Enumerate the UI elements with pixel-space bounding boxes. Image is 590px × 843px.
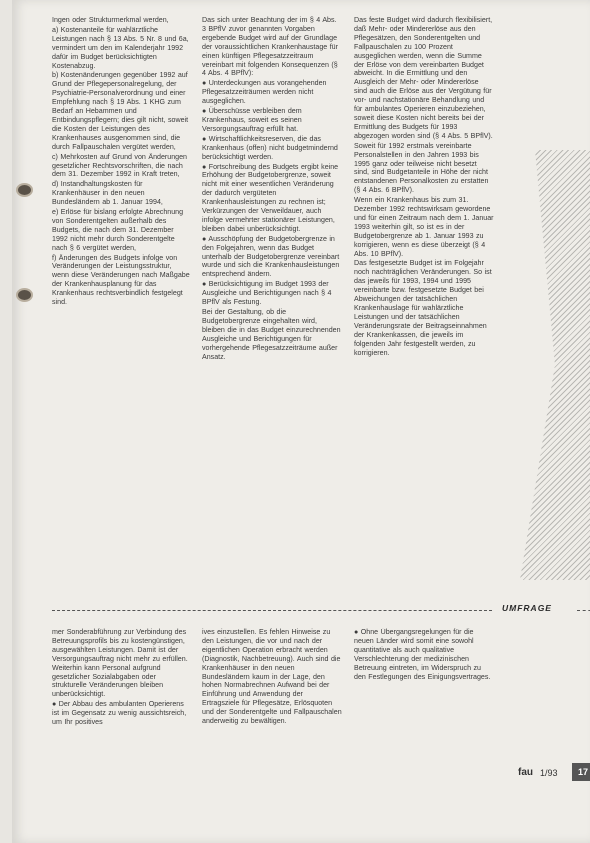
bottom-column-1 [52,628,190,808]
paragraph: ives einzustellen. Es fehlen Hinweise zu den Leistungen, die vor und nach der eigentlichen Operation erbracht werden (Diagnostik, Nachbetreuung). Auch sind die Krankenhäuser in den neuen Bundesländern kaum in der Lage, den hohen Normabrechnen Aufwand bei der Einführung und Anwendung der Ertragsziele für Pflegesätze, Erlösquoten und der Sonderentgelte und Fallpauschalen anderweitig zu bewältigen. [202,628,342,726]
magazine-logo: fau [518,767,533,778]
paragraph: c) Mehrkosten auf Grund von Änderungen gesetzlicher Rechtsvorschriften, die nach dem 31. Dezember 1992 in Kraft treten, [52,152,187,179]
magazine-page [12,0,590,843]
paragraph: d) Instandhaltungskosten für Krankenhäuser in den neuen Bundesländern ab 1. Januar 1994, [52,180,163,207]
paragraph: ● Überschüsse verbleiben dem Krankenhaus, soweit es seinen Versorgungsauftrag erfüllt hat. [202,107,302,133]
paragraph: Wenn ein Krankenhaus bis zum 31. Dezember 1992 rechtswirksam gewordene und für einen Zeitraum nach dem 1. Januar 1993 weiterhin gilt, so ist es in der Budgetobergrenze ab 1. Januar 1993 zu korrigieren, wenn es diese überzeigt (§ 4 Abs. 10 BPflV). [354,196,494,258]
paragraph: ● Fortschreibung des Budgets ergibt keine Erhöhung der Budgetobergrenze, soweit nicht mit einer wesentlichen Veränderung der dadurch vergüteten Krankenhausleistungen zu rechnen ist; Verkürzungen der Verweildauer, auch infolge vermehrter stationärer Leistungen, bleiben dabei unberücksichtigt. [202,162,339,233]
paragraph: Das feste Budget wird dadurch flexibilisiert, daß Mehr- oder Mindererlöse aus den Pflegesätzen, den Sonderentgelten und Fallpauschalen zu 100 Prozent ausgeglichen werden, wenn die Summe der Erlöse von dem vereinbarten Budget abweicht. In die Ermittlung und den Ausgleich der Mehr- oder Mindererlöse sind auch die Erlöse aus der Vergütung für vor- und nachstationäre Behandlung und für ambulantes Operieren einzubeziehen, soweit diese Kosten nicht bereits bei der Ermittlung des Budgets für 1993 abgezogen worden sind (§ 4 Abs. 5 BPflV). [354,16,493,140]
bottom-column-3 [354,628,494,748]
paragraph: a) Kostenanteile für wahlärztliche Leistungen nach § 13 Abs. 5 Nr. 8 und 6a, vermindert um den im Kalenderjahr 1992 dafür im Budget berücksichtigten Kostenabzug. [52,25,189,70]
bottom-column-2 [202,628,342,808]
issue-number: 1/93 [540,768,558,778]
paragraph: Ingen oder Strukturmerkmal werden, [52,16,169,24]
paragraph: Das festgesetzte Budget ist im Folgejahr noch nachträglichen Veränderungen. So ist das jeweils für 1993, 1994 und 1995 vereinbarte bzw. festgesetzte Budget bei Abweichungen der tatsächlichen Krankenhauslage für wahlärztliche Leistungen und der tatsächlichen Veränderungsrate der Beitragseinnahmen der Krankenkassen, die jeweils im folgenden Jahr festgestellt werden, zu korrigieren. [354,259,492,357]
decorative-hatch-graphic [500,150,590,580]
section-divider [52,610,492,611]
paragraph: Das sich unter Beachtung der im § 4 Abs. 3 BPflV zuvor genannten Vorgaben ergebende Budget wird auf der Grundlage der voraussichtlichen Krankenhaustage für einen künftigen Pflegesatzzeitraum vereinbart mit folgenden Konsequenzen (§ 4 Abs. 4 BPflV): [202,16,338,78]
paragraph: ● Wirtschaftlichkeitsreserven, die das Krankenhaus (offen) nicht budgetmindernd berücksichtigt werden. [202,134,338,161]
paragraph: Soweit für 1992 erstmals vereinbarte Personalstellen in den Jahren 1993 bis 1995 ganz oder teilweise nicht besetzt sind, sind Budgetanteile in Höhe der nicht entstandenen Personalkosten zu erstatten (§ 4 Abs. 6 BPflV). [354,141,489,195]
paragraph: e) Erlöse für bislang erfolgte Abrechnung von Sonderentgelten außerhalb des Budgets, die nach dem 31. Dezember 1992 nicht mehr durch Sonderentgelte nach § 6 vergütet werden, [52,208,184,252]
paragraph: mer Sonderabführung zur Verbindung des Betreuungsprofils bis zu kostengünstigen, ausgewählten Leistungen. Damit ist der Versorgungsauftrag nicht mehr zu erfüllen. Weiterhin kann Personal aufgrund gesetzlicher Sozialabgaben oder strukturelle Veränderungen bleiben unberücksichtigt. [52,628,188,699]
paragraph: f) Änderungen des Budgets infolge von Veränderungen der Leistungsstruktur, wenn diese Veränderungen nach Maßgabe der Krankenhausplanung für das Krankenhaus rechtsverbindlich festgelegt sind. [52,253,190,307]
paragraph: ● Unterdeckungen aus vorangehenden Pflegesatzzeiträumen werden nicht ausgeglichen. [202,79,327,106]
paragraph: ● Der Abbau des ambulanten Operierens ist im Gegensatz zu wenig aussichtsreich, um Ihr positives [52,700,187,727]
paragraph: ● Berücksichtigung im Budget 1993 der Ausgleiche und Berichtigungen nach § 4 BPflV als Festung. [202,280,332,307]
section-divider-end [577,610,590,611]
top-column-3 [354,16,494,576]
page-number: 17 [572,763,590,781]
binder-hole-icon [18,290,31,300]
paragraph: ● Ohne Übergangsregelungen für die neuen Länder wird somit eine sowohl quantitative als auch qualitative Verschlechterung der medizinischen Betreuung eintreten, im Widerspruch zu den Festlegungen des Einigungsvertrages. [354,628,491,681]
paragraph: ● Ausschöpfung der Budgetobergrenze in den Folgejahren, wenn das Budget unterhalb der Budgetobergrenze vereinbart wurde und sich die Krankenhausleistungen entsprechend ändern. [202,234,340,279]
paragraph: Bei der Gestaltung, ob die Budgetobergrenze eingehalten wird, bleiben die in das Budget einzurechnenden Ausgleiche und Berichtigungen für vorhergehende Pflegesatzzeiträume außer Ansatz. [202,308,341,361]
top-column-1 [52,16,190,576]
top-column-2 [202,16,342,576]
paragraph: b) Kostenänderungen gegenüber 1992 auf Grund der Pflegepersonalregelung, der Psychiatrie-Personalverordnung und einer Empfehlung nach § 19 Abs. 1 KHG zum Bedarf an Hebammen und Entbindungspflegern; dies gilt nicht, soweit die Kosten der Leistungen des Krankenhauses ausgenommen sind, die durch Fallpauschalen vergütet werden, [52,71,189,151]
section-label: UMFRAGE [502,603,552,613]
binder-hole-icon [18,185,31,195]
